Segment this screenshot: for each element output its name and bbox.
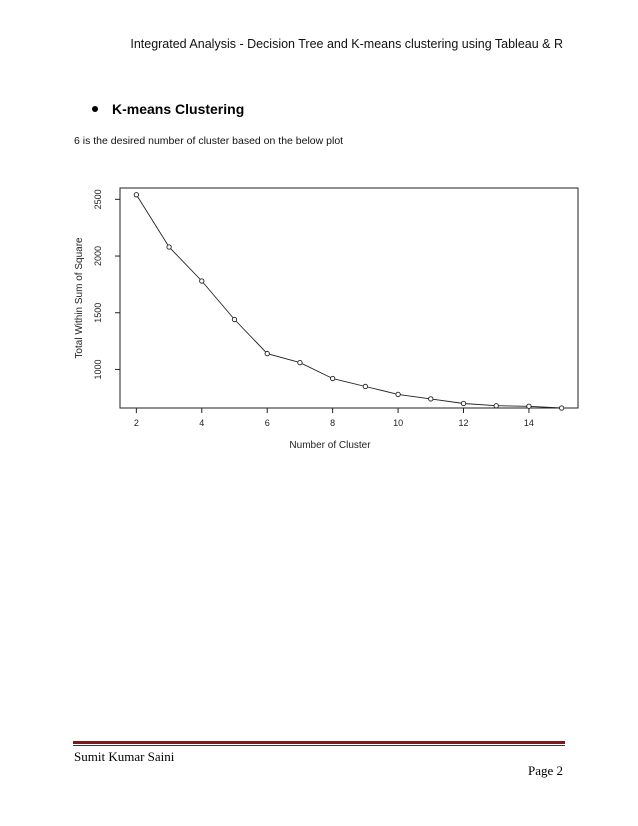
data-point (167, 245, 171, 249)
x-tick-label: 2 (133, 418, 139, 428)
x-tick-label: 12 (458, 418, 469, 428)
data-point (330, 376, 334, 380)
section-heading (92, 101, 244, 117)
x-tick-label: 8 (330, 418, 336, 428)
y-axis-label: Total Within Sum of Square (74, 237, 85, 359)
data-points (134, 193, 564, 411)
x-tick-label: 10 (393, 418, 404, 428)
data-point (232, 317, 236, 321)
footer-rule-thin (73, 745, 565, 746)
y-tick-label: 1500 (93, 302, 103, 323)
data-point (134, 193, 138, 197)
footer-author: Sumit Kumar Saini (74, 749, 175, 764)
series-line (136, 195, 561, 408)
x-tick-label: 6 (264, 418, 270, 428)
bullet-icon (92, 106, 98, 112)
x-axis-label: Number of Cluster (289, 440, 371, 451)
y-tick-label: 2000 (93, 246, 103, 267)
data-point (298, 360, 302, 364)
data-point (559, 406, 563, 410)
data-point (527, 404, 531, 408)
x-tick-label: 4 (199, 418, 205, 428)
plot-frame (120, 188, 578, 408)
data-point (396, 392, 400, 396)
x-axis (134, 408, 534, 428)
data-point (265, 351, 269, 355)
data-point (461, 401, 465, 405)
footer-rule (73, 741, 565, 744)
document-header: Integrated Analysis - Decision Tree and K-means clustering using Tableau & R (130, 37, 563, 51)
elbow-plot (60, 180, 580, 460)
x-tick-label: 14 (523, 418, 534, 428)
data-point (200, 279, 204, 283)
data-point (494, 404, 498, 408)
page-number: Page 2 (527, 763, 563, 778)
y-axis (93, 189, 120, 379)
y-tick-label: 1000 (93, 359, 103, 380)
section-title: K-means Clustering (112, 101, 245, 117)
y-tick-label: 2500 (93, 189, 103, 210)
data-point (363, 384, 367, 388)
data-point (429, 397, 433, 401)
section-description: 6 is the desired number of cluster based on the below plot (74, 135, 344, 147)
